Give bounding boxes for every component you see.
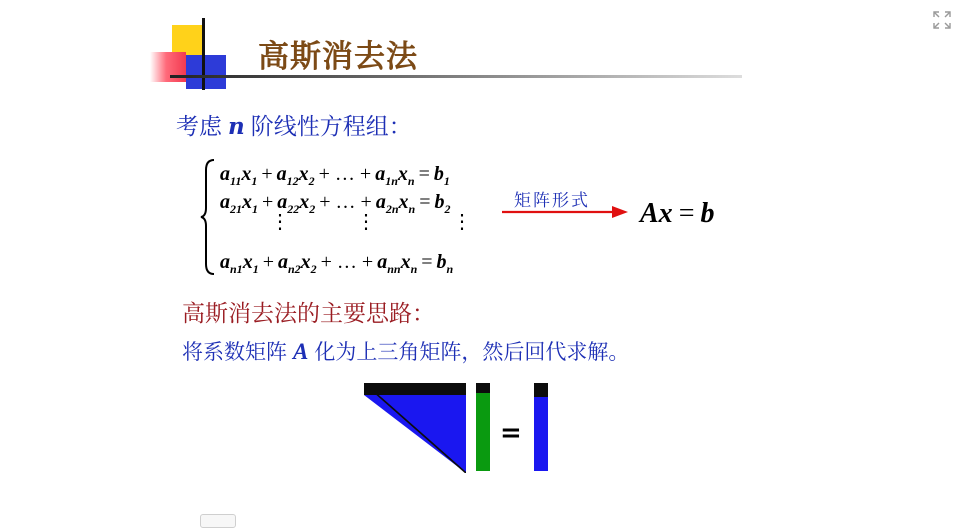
approach-prefix: 将系数矩阵 [182,340,287,364]
intro-text [176,108,412,141]
approach-text [182,336,629,366]
upper-triangular-matrix-diagram [364,383,466,473]
equation-row-1: $a_{11}x_1 + a_{12}x_2$ + … + $a_{1n}x_n = b_1$ [220,163,450,188]
vdots-column-3: ⋮ [452,211,472,233]
matrix-form-eq: = [678,198,695,229]
approach-heading: 高斯消去法的主要思路： [182,301,435,327]
unknown-vector-bar [476,383,490,471]
arrow-label: 矩阵形式 [514,191,590,211]
intro-variable-n: n [228,113,245,140]
right-arrow-icon [502,205,628,219]
matrix-form-equation [640,198,714,230]
matrix-form-lhs: Ax [640,198,673,229]
vdots-column-2: ⋮ [356,211,376,233]
bottom-tab-handle[interactable] [200,514,236,528]
approach-suffix: 化为上三角矩阵，然后回代求解。 [314,340,630,364]
unknown-vector-cap [476,383,490,393]
title-underline [170,75,742,78]
left-brace [200,158,216,276]
decor-blue-square [186,55,226,89]
slide-title: 高斯消去法 [258,39,418,75]
equation-row-n: $a_{n1}x_1 + a_{n2}x_2$ + … + $a_{nn}x_n = b_n$ [220,251,454,276]
equation-row-2: $a_{21}x_1 + a_{22}x_2$ + … + $a_{2n}x_n = b_2$ [220,191,451,216]
diagram-equals-sign: = [500,418,522,448]
intro-prefix: 考虑 [176,114,222,140]
approach-variable-A: A [293,339,309,364]
matrix-form-rhs: b [700,198,715,229]
rhs-vector-cap [534,383,548,397]
intro-suffix: 阶线性方程组： [250,114,412,140]
decor-vertical-line [202,18,205,90]
expand-icon[interactable] [932,10,952,30]
vdots-column-1: ⋮ [270,211,290,233]
